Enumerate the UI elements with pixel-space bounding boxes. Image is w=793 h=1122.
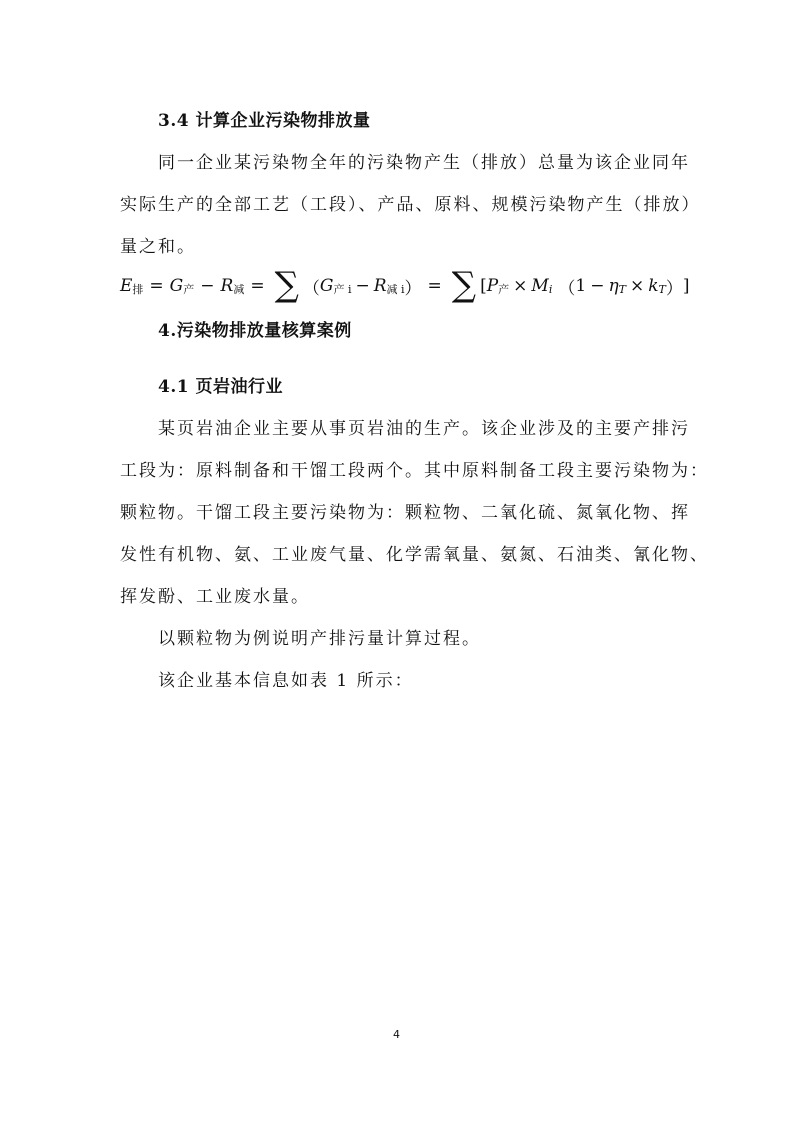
section-4-heading: 4.污染物排放量核算案例 (158, 321, 352, 341)
formula-sub: 减 i (386, 283, 405, 296)
paragraph-line: 工段为：原料制备和干馏工段两个。其中原料制备工段主要污染物为： (120, 461, 709, 481)
paragraph-line: 实际生产的全部工艺（工段）、产品、原料、规模污染物产生（排放） (120, 195, 701, 215)
paragraph-line: 挥发酚、工业废水量。 (120, 587, 310, 607)
paragraph-line: 颗粒物。干馏工段主要污染物为：颗粒物、二氧化硫、氮氧化物、挥 (120, 503, 690, 523)
emission-formula (120, 265, 690, 305)
formula-P: P (486, 276, 499, 296)
formula-paren: （ (302, 278, 320, 299)
formula-R: R (373, 276, 387, 296)
formula-G: G (169, 276, 184, 296)
formula-bracket: ] (682, 276, 690, 296)
formula-paren: ） (665, 278, 683, 299)
sigma-symbol: ∑ (451, 265, 477, 305)
section-4-1-heading: 4.1 页岩油行业 (158, 377, 283, 397)
formula-eq: = (250, 276, 265, 296)
formula-sub: i (548, 282, 553, 296)
formula-sub: T (618, 282, 626, 296)
formula-sub: 减 (233, 283, 245, 296)
formula-eq: = (427, 276, 442, 296)
formula-minus: − (590, 276, 605, 296)
formula-eq: = (149, 276, 164, 296)
formula-sub: 排 (132, 283, 144, 296)
formula-sub: 产 (183, 283, 195, 296)
formula-minus: − (355, 276, 370, 296)
paragraph-line: 该企业基本信息如表 1 所示： (158, 671, 414, 691)
page-number: 4 (393, 1028, 400, 1041)
section-3-4-heading: 3.4 计算企业污染物排放量 (158, 111, 371, 131)
formula-k: k (648, 276, 659, 296)
formula-eta: η (608, 276, 619, 296)
paragraph-line: 某页岩油企业主要从事页岩油的生产。该企业涉及的主要产排污 (158, 419, 690, 439)
sigma-symbol: ∑ (274, 265, 299, 305)
paragraph-line: 以颗粒物为例说明产排污量计算过程。 (158, 629, 481, 649)
formula-E: E (120, 276, 133, 296)
formula-R: R (220, 276, 234, 296)
formula-paren: ） (404, 278, 422, 299)
formula-minus: − (200, 276, 215, 296)
formula-times: × (629, 276, 645, 296)
formula-times: × (513, 276, 528, 296)
formula-sub: 产 (498, 283, 510, 296)
formula-G: G (319, 276, 334, 296)
formula-bracket: [ (480, 276, 487, 296)
formula-sub: 产 i (333, 283, 352, 296)
paragraph-line: 同一企业某污染物全年的污染物产生（排放）总量为该企业同年 (158, 153, 690, 173)
formula-sub: T (658, 282, 666, 296)
formula-one: 1 (575, 276, 587, 296)
formula-M: M (531, 276, 549, 296)
paragraph-line: 量之和。 (120, 237, 196, 257)
formula-paren: （ (558, 278, 576, 299)
paragraph-line: 发性有机物、氨、工业废气量、化学需氧量、氨氮、石油类、氰化物、 (120, 545, 709, 565)
